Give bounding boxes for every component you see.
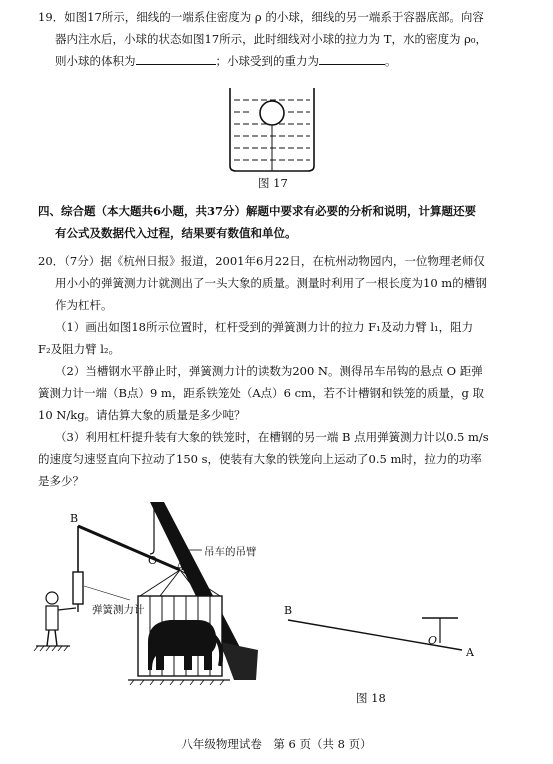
lever-bar xyxy=(78,526,180,570)
page-footer: 八年级物理试卷 第 6 页（共 8 页） xyxy=(181,737,372,751)
q20-part-3-line-2: 的速度匀速竖直向下拉动了150 s，使装有大象的铁笼向上运动了0.5 m时，拉力的功率 xyxy=(38,452,482,466)
fig18-left-label-A: A xyxy=(176,560,184,573)
section-4-heading-line-1: 四、综合题（本大题共6小题，共37分）解题中要求有必要的分析和说明，计算题还要 xyxy=(38,204,477,218)
fig18-right-label-A: A xyxy=(466,646,474,659)
fig18-right-label-B: B xyxy=(284,604,293,617)
q19-line-3 xyxy=(55,52,397,70)
q20-line-2: 用小小的弹簧测力计就测出了一头大象的质量。测量时利用了一根长度为10 m的槽钢 xyxy=(55,276,487,290)
q19-line-3-text-b: ；小球受到的重力为 xyxy=(215,54,319,68)
q20-part-2-line-2: 簧测力计一端（B点）9 m，距系铁笼处（A点）6 cm，若不计槽钢和铁笼的质量，g 取 xyxy=(38,386,484,400)
ball xyxy=(260,101,284,125)
figure-18-lever-schematic xyxy=(282,612,472,662)
section-4-heading-line-2: 有公式及数据代入过程，结果要有数值和单位。 xyxy=(55,226,297,240)
figure-17-container-diagram xyxy=(222,84,322,174)
q20-part-1-line-2: F₂及阻力臂 l₂。 xyxy=(38,342,121,356)
q20-part-2-line-1: （2）当槽钢水平静止时，弹簧测力计的读数为200 N。测得吊车吊钩的悬点 O 距弹 xyxy=(55,364,483,378)
fig18-left-label-O: O xyxy=(148,554,158,567)
q20-line-1: 20．（7分）据《杭州日报》报道，2001年6月22日，在杭州动物园内，一位物理老师仅 xyxy=(38,254,485,268)
q19-line-3-text-a: 则小球的体积为 xyxy=(55,54,136,68)
q19-answer-blank-gravity[interactable] xyxy=(319,52,385,65)
spring-scale xyxy=(73,572,83,604)
q19-line-3-text-c: 。 xyxy=(385,54,397,68)
crane-boom-base xyxy=(220,642,258,680)
q19-answer-blank-volume[interactable] xyxy=(136,52,216,65)
q20-part-1-line-1: （1）画出如图18所示位置时，杠杆受到的弹簧测力计的拉力 F₁及动力臂 l₁，阻力 xyxy=(55,320,474,334)
q19-line-2: 器内注水后，小球的状态如图17所示，此时细线对小球的拉力为 T，水的密度为 ρ₀， xyxy=(55,32,487,46)
fig18-label-spring-scale: 弹簧测力计 xyxy=(92,604,145,616)
q19-line-1: 19．如图17所示，细线的一端系住密度为 ρ 的小球，细线的另一端系于容器底部。向容 xyxy=(38,10,484,24)
person-body xyxy=(46,606,58,630)
fig18-left-label-B: B xyxy=(70,512,79,525)
q20-part-3-line-1: （3）利用杠杆提升装有大象的铁笼时，在槽钢的另一端 B 点用弹簧测力计以0.5 m/s xyxy=(55,430,489,444)
figure-17-caption: 图 17 xyxy=(258,176,288,190)
q20-line-3: 作为杠杆。 xyxy=(55,298,113,312)
q20-part-3-line-3: 是多少？ xyxy=(38,474,84,488)
figure-18-crane-illustration xyxy=(30,500,280,700)
figure-18-caption: 图 18 xyxy=(356,691,386,705)
q20-part-2-line-3: 10 N/kg。请估算大象的质量是多少吨？ xyxy=(38,408,246,422)
fig18-right-label-O: O xyxy=(428,634,438,647)
person-head xyxy=(46,592,58,604)
fig18-label-crane-boom: 吊车的吊臂 xyxy=(204,546,257,558)
